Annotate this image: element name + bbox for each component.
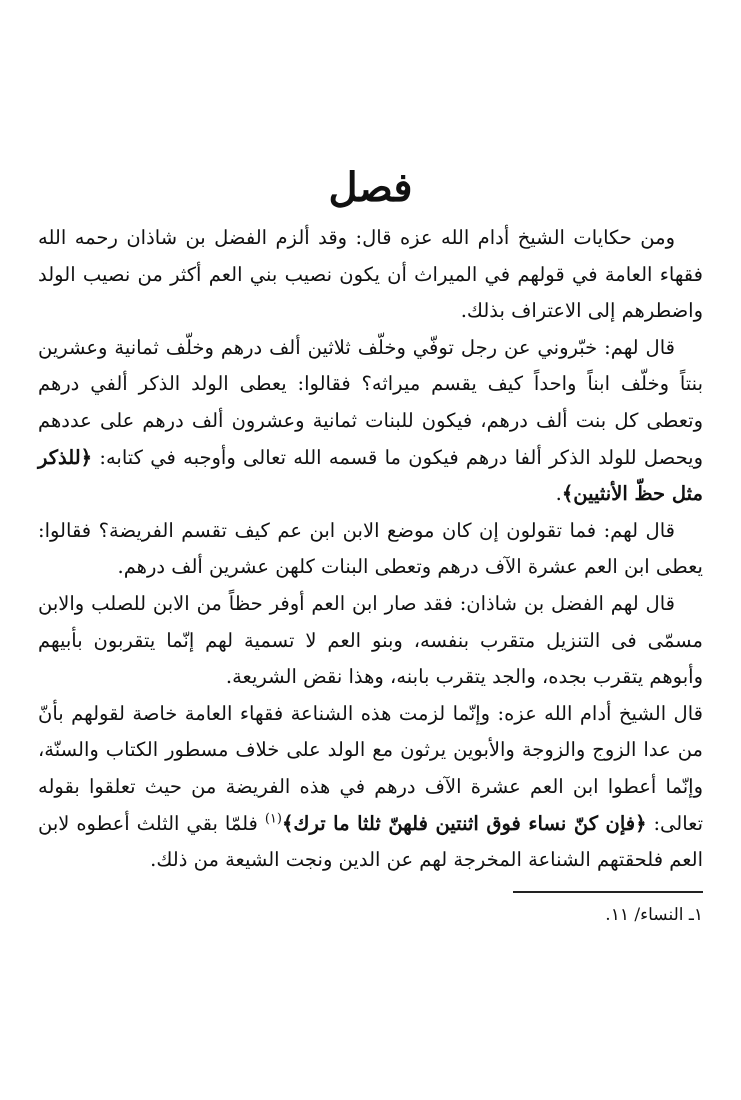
paragraph-5-text: قال الشيخ أدام الله عزه: وإنّما لزمت هذه الشناعة فقهاء العامة خاصة لقولهم بأنّ من عدا الزوج والزوجة والأبوين يرثون مع الولد على خلاف مسطور الكتاب والسنّة، وإنّما أعطوا ابن العم عشرة الآف درهم في هذه الفريضة من حيث تعلقوا بقوله تعالى:: [38, 701, 704, 835]
quran-verse-2: ﴿فإن كنّ نساء فوق اثنتين فلهنّ ثلثا ما ترك﴾: [281, 811, 647, 835]
footnote-reference: (١): [264, 811, 282, 826]
paragraph-3: [38, 513, 703, 586]
paragraph-2-end: .: [555, 482, 562, 506]
paragraph-5: [38, 696, 703, 879]
footnote-divider: [513, 891, 703, 893]
paragraph-2: [38, 330, 703, 513]
paragraph-5-end: فلمّا بقي الثلث أعطوه لابن العم فلحقتهم الشناعة المخرجة لهم عن الدين ونجت الشيعة من ذلك.: [38, 811, 703, 872]
footnote: ١ـ النساء/ ١١.: [605, 904, 703, 925]
paragraph-3-text: قال لهم: فما تقولون إن كان موضع الابن ابن عم كيف تقسم الفريضة؟ فقالوا: يعطى ابن العم عشرة الآف درهم وتعطى البنات كلهن عشرين ألف درهم.: [38, 518, 703, 579]
document-page: [38, 160, 703, 929]
paragraph-2-text: قال لهم: خبّروني عن رجل توفّي وخلّف ثلاثين ألف درهم وخلّف ثمانية وعشرين بنتاً وخلّف ابناً واحداً كيف يقسم ميراثه؟ فقالوا: يعطى الولد الذكر ألفي درهم وتعطى كل بنت ألف درهم، فيكون للبنات ثمانية وعشرون ألف درهم على عددهم ويحصل للولد الذكر ألفا درهم فيكون ما قسمه الله تعالى وأوجبه في كتابه:: [38, 335, 703, 469]
paragraph-4-text: قال لهم الفضل بن شاذان: فقد صار ابن العم أوفر حظاً من الابن للصلب والابن مسمّى فى التنزيل متقرب بنفسه، وبنو العم لا تسمية لهم إنّما يتقربون بأبيهم وأبوهم يتقرب بجده، والجد يتقرب بابنه، وهذا نقض الشريعة.: [38, 591, 703, 689]
paragraph-1: [38, 220, 703, 330]
quran-verse-1: ﴿للذكر مثل حظّ الأنثيين﴾: [38, 445, 703, 506]
paragraph-1-text: ومن حكايات الشيخ أدام الله عزه قال: وقد ألزم الفضل بن شاذان رحمه الله فقهاء العامة في قولهم في الميراث أن يكون نصيب بني العم أكثر من نصيب الولد واضطرهم إلى الاعتراف بذلك.: [38, 226, 703, 323]
section-title: فصل: [328, 164, 413, 211]
paragraph-4: [38, 586, 703, 696]
